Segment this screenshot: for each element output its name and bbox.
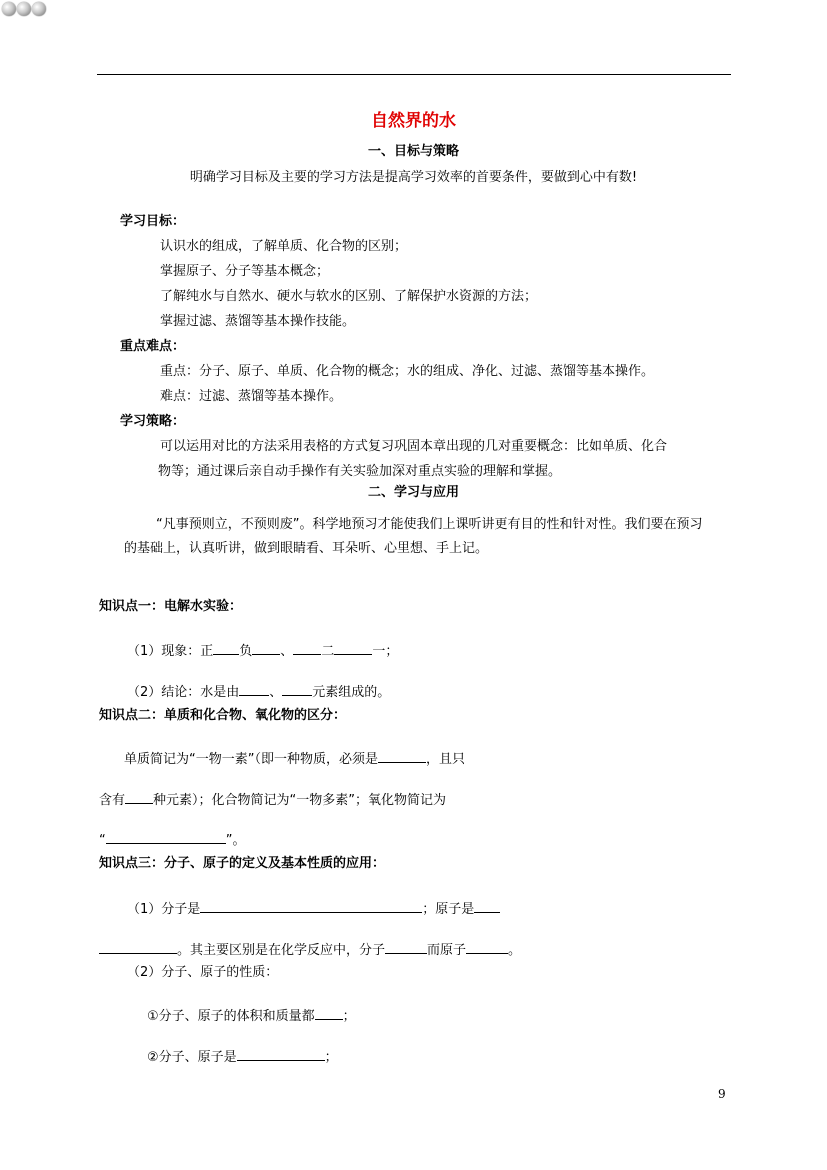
k3-heading: 知识点三：分子、原子的定义及基本性质的应用： [99, 856, 386, 871]
header-rule [97, 74, 731, 75]
fill-blank[interactable] [239, 681, 269, 696]
keypoints-label: 重点难点： [120, 339, 186, 354]
page-title: 自然界的水 [371, 111, 456, 131]
fill-blank[interactable] [125, 789, 153, 804]
strategy-line: 可以运用对比的方法采用表格的方式复习巩固本章出现的几对重要概念：比如单质、化合 [160, 439, 668, 454]
k2-heading: 知识点二：单质和化合物、氧化物的区分： [99, 708, 347, 723]
k2-line: 单质简记为“一物一素”（即一种物质，必须是 ，且只 [124, 748, 465, 769]
k1-phenomenon: （1）现象：正 负 、 二 一； [127, 640, 398, 661]
k2-line: 含有 种元素）；化合物简记为“一物多素”；氧化物简记为 [99, 789, 446, 810]
keypoints-key: 重点：分子、原子、单质、化合物的概念；水的组成、净化、过滤、蒸馏等基本操作。 [160, 364, 655, 379]
fill-blank[interactable] [474, 898, 500, 913]
section1-heading: 一、目标与策略 [367, 144, 459, 159]
k3-line: （2）分子、原子的性质： [127, 965, 279, 980]
fill-blank[interactable] [378, 748, 426, 763]
fill-blank[interactable] [293, 640, 321, 655]
k1-conclusion: （2）结论：水是由 、 元素组成的。 [127, 681, 390, 702]
goal-item: 掌握原子、分子等基本概念； [160, 264, 330, 279]
goal-item: 认识水的组成，了解单质、化合物的区别； [160, 239, 408, 254]
goals-label: 学习目标： [120, 214, 186, 229]
k1-heading: 知识点一：电解水实验： [99, 599, 243, 614]
k3-line: ②分子、原子是 ； [147, 1046, 338, 1067]
k2-line: “ ”。 [99, 829, 246, 850]
circle-icon [17, 2, 31, 16]
goal-item: 了解纯水与自然水、硬水与软水的区别、了解保护水资源的方法； [160, 289, 538, 304]
fill-blank[interactable] [106, 829, 226, 844]
fill-blank[interactable] [315, 1005, 343, 1020]
fill-blank[interactable] [213, 640, 239, 655]
window-control-dots [2, 2, 46, 16]
section2-heading: 二、学习与应用 [367, 485, 459, 500]
fill-blank[interactable] [385, 939, 427, 954]
strategy-label: 学习策略： [120, 414, 186, 429]
goal-item: 掌握过滤、蒸馏等基本操作技能。 [160, 314, 356, 329]
page-number: 9 [718, 1087, 726, 1101]
circle-icon [2, 2, 16, 16]
k3-line: 。其主要区别是在化学反应中，分子 而原子 。 [99, 939, 521, 960]
k3-line: （1）分子是 ；原子是 [127, 898, 500, 919]
strategy-line: 物等；通过课后亲自动手操作有关实验加深对重点实验的理解和掌握。 [158, 464, 562, 479]
circle-icon [32, 2, 46, 16]
fill-blank[interactable] [282, 681, 312, 696]
k3-line: ①分子、原子的体积和质量都 ； [147, 1005, 356, 1026]
section2-text: 的基础上，认真听讲，做到眼睛看、耳朵听、心里想、手上记。 [124, 541, 489, 556]
keypoints-difficult: 难点：过滤、蒸馏等基本操作。 [160, 389, 343, 404]
fill-blank[interactable] [99, 939, 177, 954]
section1-intro: 明确学习目标及主要的学习方法是提高学习效率的首要条件，要做到心中有数! [189, 170, 638, 185]
fill-blank[interactable] [252, 640, 280, 655]
section2-text: “凡事预则立，不预则废”。科学地预习才能使我们上课听讲更有目的性和针对性。我们要在预习 [156, 517, 703, 532]
fill-blank[interactable] [334, 640, 372, 655]
fill-blank[interactable] [466, 939, 508, 954]
fill-blank[interactable] [237, 1046, 325, 1061]
fill-blank[interactable] [200, 898, 422, 913]
